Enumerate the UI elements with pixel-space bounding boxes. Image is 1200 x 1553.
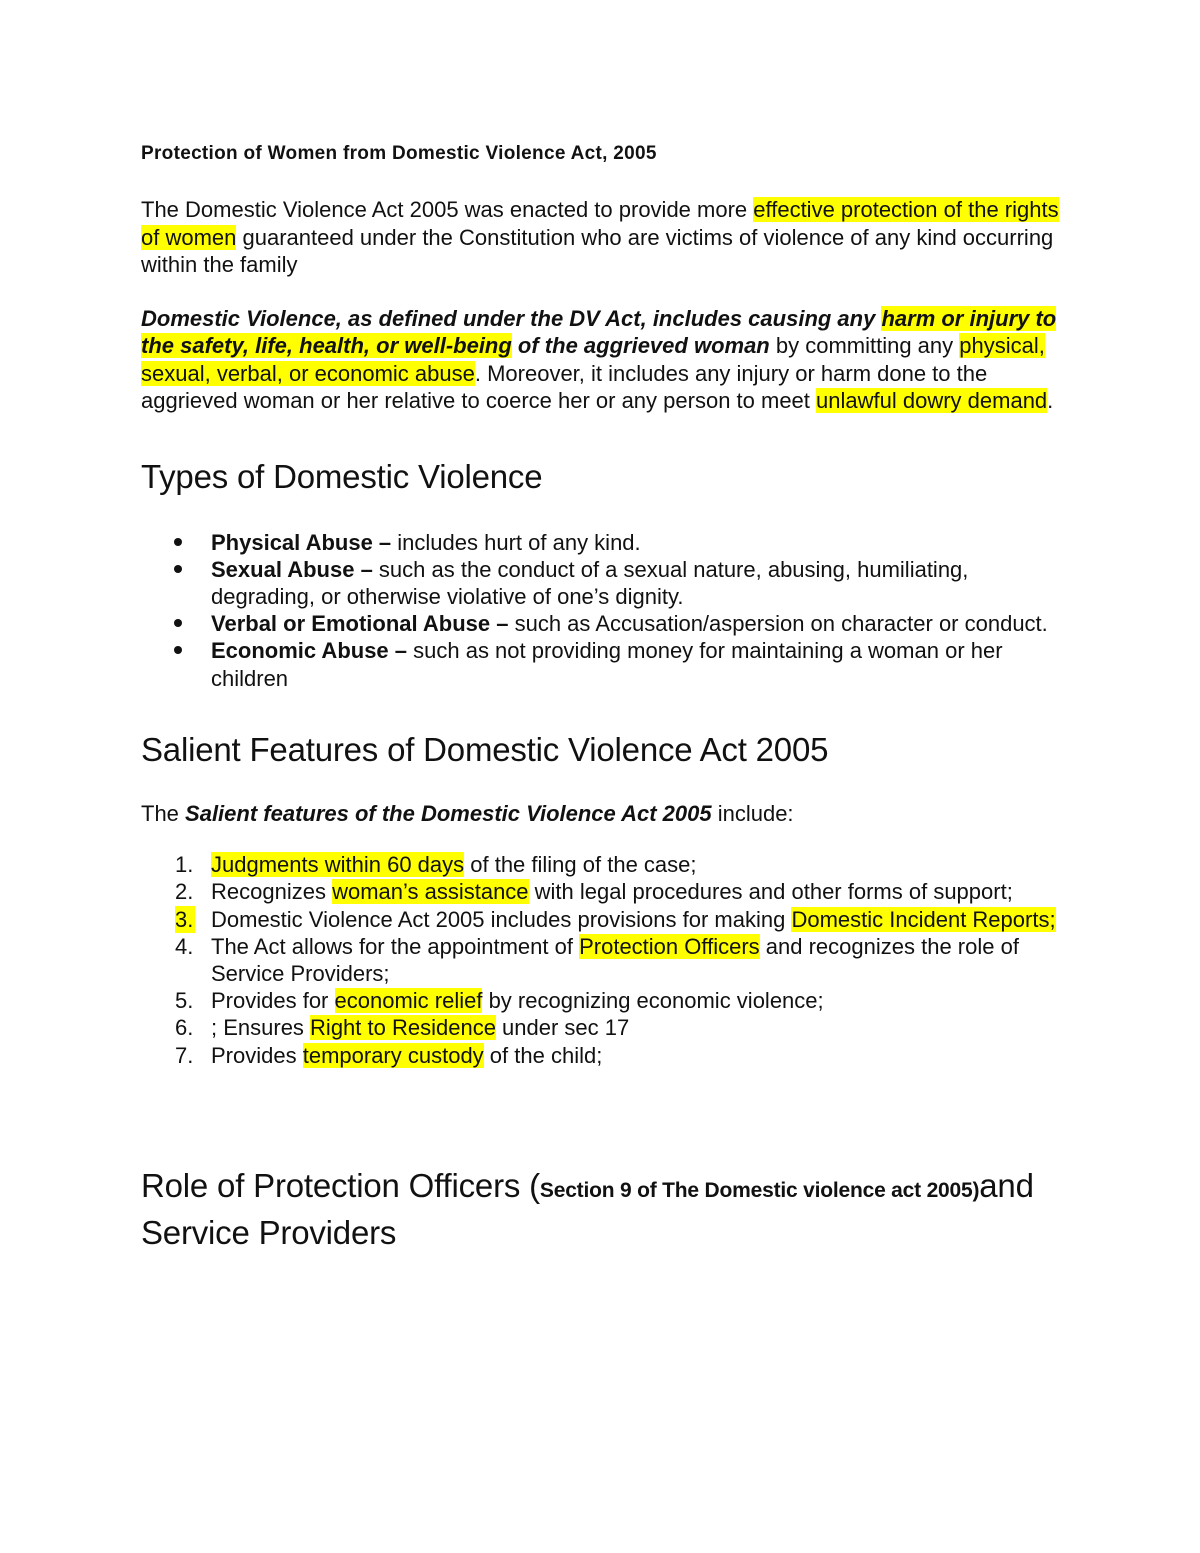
salient-intro-bold: Salient features of the Domestic Violence Act 2005 (185, 800, 712, 826)
definition-text-1: by committing any (769, 333, 960, 358)
list-number: 3. (175, 906, 194, 932)
item-highlight: Protection Officers (579, 933, 760, 959)
item-post: by recognizing economic violence; (482, 988, 824, 1014)
intro-highlight: effective protection of the rights of women (141, 197, 1059, 250)
salient-intro (141, 800, 1070, 828)
bullet-icon (174, 619, 182, 627)
list-number: 2. (175, 879, 194, 905)
salient-heading: Salient Features of Domestic Violence Act 2005 (141, 730, 829, 768)
item-pre: Provides (211, 1042, 303, 1068)
salient-intro-pre: The (141, 800, 186, 826)
definition-text-3: . (1047, 388, 1054, 413)
item-pre: Domestic Violence Act 2005 includes provisions for making (211, 906, 792, 932)
item-highlight: temporary custody (302, 1042, 484, 1068)
list-item (141, 906, 1070, 933)
definition-bold-1: Domestic Violence, as defined under the DV Act, includes causing any (141, 305, 882, 331)
list-item-label: Sexual Abuse – (211, 556, 373, 582)
item-post: with legal procedures and other forms of support; (528, 879, 1013, 905)
item-pre: The Act allows for the appointment of (211, 933, 580, 959)
item-post: of the child; (483, 1042, 603, 1068)
definition-text-2: . Moreover, it includes any injury or harm done to the aggrieved woman or her relative to coerce her or any person to meet (141, 360, 988, 413)
list-number: 4. (175, 933, 194, 959)
list-item (141, 933, 1070, 987)
list-item-text: such as the conduct of a sexual nature, abusing, humiliating, degrading, or otherwise violative of one’s dignity. (211, 556, 969, 609)
list-item (141, 610, 1070, 637)
item-post: and recognizes the role of Service Providers; (211, 933, 1019, 987)
item-highlight: economic relief (334, 988, 483, 1014)
salient-intro-post: include: (711, 800, 794, 826)
list-item (141, 878, 1070, 905)
list-number: 6. (175, 1015, 194, 1041)
list-item-text: such as Accusation/aspersion on character or conduct. (508, 611, 1048, 637)
list-item (141, 529, 1070, 556)
list-item (141, 1014, 1070, 1041)
definition-bold-2: of the aggrieved woman (511, 333, 770, 358)
role-heading (141, 1165, 1070, 1254)
item-highlight: woman’s assistance (332, 879, 529, 905)
list-number: 7. (175, 1042, 194, 1068)
definition-highlight-2: physical, sexual, verbal, or economic abuse (141, 333, 1045, 386)
types-heading: Types of Domestic Violence (141, 457, 543, 495)
role-heading-section-ref: Section 9 of The Domestic violence act 2005) (539, 1178, 980, 1202)
item-pre: Provides for (211, 988, 335, 1014)
item-highlight: Domestic Incident Reports; (791, 906, 1056, 932)
bullet-icon (174, 538, 182, 546)
list-item-label: Verbal or Emotional Abuse – (211, 611, 509, 637)
intro-text-2: guaranteed under the Constitution who are victims of violence of any kind occurring within the family (141, 224, 1054, 277)
intro-text-1: The Domestic Violence Act 2005 was enacted to provide more (141, 197, 754, 222)
item-highlight: Judgments within 60 days (211, 852, 465, 878)
list-item-text: such as not providing money for maintaining a woman or her children (211, 638, 1003, 691)
list-item-text: includes hurt of any kind. (391, 529, 641, 555)
document-title: Protection of Women from Domestic Violence Act, 2005 (141, 143, 657, 164)
list-item-label: Economic Abuse – (211, 638, 408, 664)
list-number: 1. (175, 852, 194, 878)
role-heading-part-1: Role of Protection Officers ( (141, 1166, 540, 1204)
item-highlight: Right to Residence (310, 1015, 496, 1041)
list-item (141, 637, 1070, 691)
salient-list (141, 851, 1070, 1069)
item-post: under sec 17 (495, 1015, 630, 1041)
bullet-icon (174, 646, 182, 654)
item-pre: ; Ensures (211, 1015, 311, 1041)
bullet-icon (174, 565, 182, 573)
definition-highlight-1: harm or injury to the safety, life, health, or well-being (141, 305, 1057, 358)
list-item (141, 987, 1070, 1014)
item-post: of the filing of the case; (464, 852, 697, 878)
definition-highlight-3: unlawful dowry demand (816, 388, 1048, 413)
list-item (141, 1042, 1070, 1069)
types-list (141, 529, 1070, 692)
intro-paragraph (141, 196, 1070, 279)
list-number: 5. (175, 988, 194, 1014)
definition-paragraph (141, 305, 1070, 415)
list-item-label: Physical Abuse – (211, 529, 392, 555)
list-item (141, 556, 1070, 610)
role-heading-part-2: and Service Providers (141, 1166, 1034, 1251)
list-item (141, 851, 1070, 878)
item-pre: Recognizes (211, 879, 333, 905)
